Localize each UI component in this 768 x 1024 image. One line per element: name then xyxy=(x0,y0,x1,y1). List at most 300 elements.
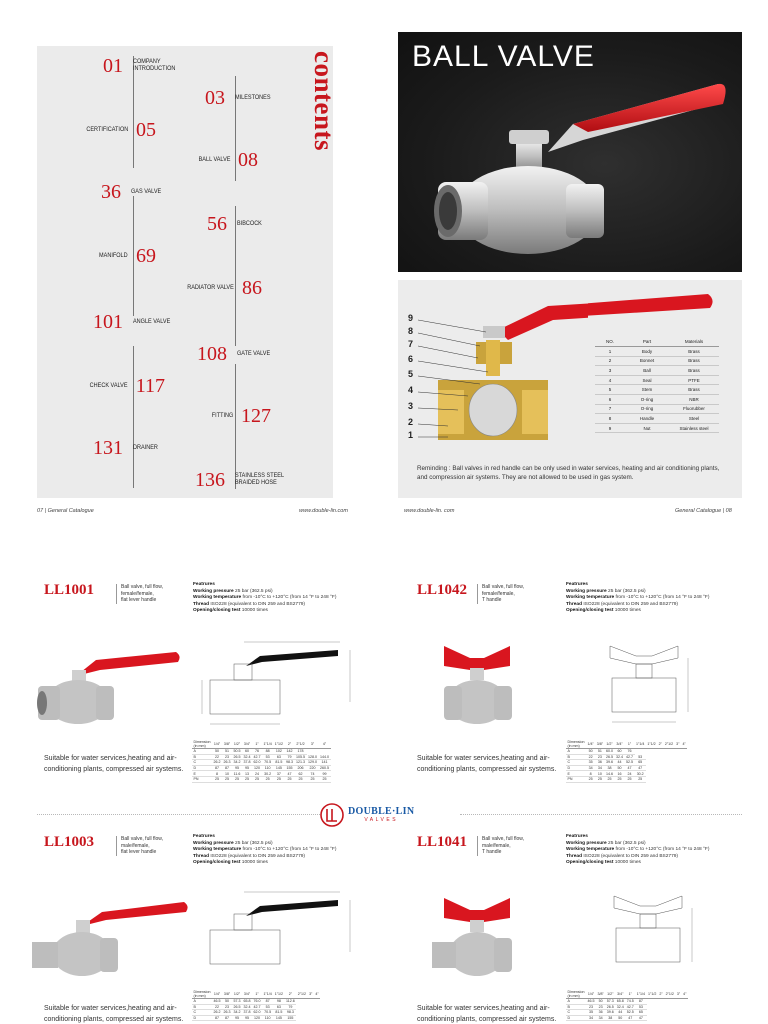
table-cell: 47 xyxy=(635,765,646,771)
col-header: 3/8" xyxy=(596,990,605,999)
table-cell: 32.4 xyxy=(243,754,251,759)
toc-label: CERTIFICATION xyxy=(86,125,128,133)
table-cell: 34 xyxy=(586,1015,596,1021)
table-cell: 50 xyxy=(586,749,595,755)
table-cell: A xyxy=(192,749,212,755)
footer-right-url[interactable]: www.double-lin. com xyxy=(404,508,455,514)
col-header: 1"1/2 xyxy=(647,990,658,999)
table-cell: 53 xyxy=(635,754,646,760)
table-cell: 178 xyxy=(295,749,307,755)
table-cell: 34.2 xyxy=(233,1010,241,1015)
table-cell: D xyxy=(566,765,586,771)
table-cell: 52.5 xyxy=(626,1010,634,1015)
table-cell: 220 xyxy=(307,765,319,771)
toc-entry-hose[interactable] xyxy=(195,470,293,490)
product-image-ll1001 xyxy=(36,640,186,730)
model-title: LL1042 xyxy=(417,582,468,598)
footer-right-page: General Catalogue | 08 xyxy=(675,508,732,514)
table-cell: 145 xyxy=(273,765,284,771)
table-cell: B xyxy=(566,754,586,760)
table-cell: B xyxy=(192,754,212,760)
table-cell: 87 xyxy=(212,1015,222,1021)
model-description: Ball valve, full flow, male/female, flat lever handle xyxy=(116,836,180,856)
col-header: 4" xyxy=(682,990,688,999)
toc-entry-certification[interactable] xyxy=(79,120,156,140)
col-header: 1/2" xyxy=(232,990,242,999)
col-header: NO. xyxy=(595,337,625,347)
toc-label: ANGLE VALVE xyxy=(133,317,171,325)
col-header: 3/4" xyxy=(615,740,625,749)
table-cell: 30.2 xyxy=(635,771,646,777)
table-cell: 34 xyxy=(586,765,595,771)
table-cell: 81.5 xyxy=(273,1010,284,1016)
suitable-text: Suitable for water services,heating and air-conditioning plants, compressed air systems. xyxy=(417,1005,557,1023)
table-row: 7 O-ring Fluorubber xyxy=(595,404,719,414)
table-cell: 87 xyxy=(262,999,273,1005)
table-cell: 155 xyxy=(286,766,293,771)
table-cell: E xyxy=(566,771,586,777)
table-cell: 63 xyxy=(273,1004,284,1010)
table-cell: 22 xyxy=(212,1004,222,1010)
table-row xyxy=(566,776,687,782)
table-cell: 50.5 xyxy=(233,749,241,754)
table-cell: 24 xyxy=(252,771,262,777)
features-block: Featrures Working pressure 25 bar (362.5 psi) Working temperature from -10°C to +120°C (from 14 °F to 248 °F) Thread ISO228 (equivalent to DIN 259 and BS2779) Opening/closing test 10000 times xyxy=(193,582,337,614)
contents-panel xyxy=(37,46,339,498)
table-cell: 24 xyxy=(625,771,635,777)
reminder-text: Reminding : Ball valves in red handle can be only used in water services, heating and air conditioning plants, and compression air systems. They are not allowed to be used in gas system. xyxy=(417,465,720,482)
col-header: 1/2" xyxy=(232,740,242,749)
table-cell: 52.5 xyxy=(626,760,634,765)
table-cell: 79 xyxy=(285,754,295,760)
callout-number: 8 xyxy=(408,326,414,336)
toc-label: GAS VALVE xyxy=(131,187,162,195)
table-cell: 53 xyxy=(635,1004,646,1010)
callout-number: 7 xyxy=(408,339,414,349)
table-cell: 260.5 xyxy=(320,766,330,771)
features-block: Featrures Working pressure 25 bar (362.5 psi) Working temperature from -10°C to +120°C (from 14 °F to 248 °F) Thread ISO228 (equivalent to DIN 259 and BS2779) Opening/closing test 10000 times xyxy=(566,582,710,614)
model-description: Ball valve, full flow, female/female, T handle xyxy=(477,584,541,604)
table-cell: 63 xyxy=(273,754,284,760)
table-cell: 25 xyxy=(273,776,284,782)
col-header: Materials xyxy=(669,337,719,347)
dimension-table xyxy=(566,990,688,1021)
toc-label: COMPANY INTRODUCTION xyxy=(133,58,176,72)
toc-label: STAINLESS STEEL BRAIDED HOSE xyxy=(235,472,285,486)
toc-entry-radiator-valve[interactable] xyxy=(179,278,262,298)
table-cell: 36 xyxy=(595,760,604,766)
table-cell: E xyxy=(192,771,212,777)
table-cell: 42.7 xyxy=(626,1004,634,1009)
col-header: 3/8" xyxy=(222,990,232,999)
col-header: 2" xyxy=(658,990,664,999)
table-row xyxy=(192,1015,320,1021)
table-cell: 47 xyxy=(625,765,635,771)
table-cell: 87 xyxy=(212,765,222,771)
technical-drawing xyxy=(596,638,706,738)
table-cell: 25 xyxy=(262,776,273,782)
callout-number: 5 xyxy=(408,369,414,379)
table-header-row xyxy=(566,990,688,999)
model-description: Ball valve, full flow, female/female, flat lever handle xyxy=(116,584,180,604)
table-cell: 26.3 xyxy=(223,760,231,765)
toc-page: 117 xyxy=(135,375,165,397)
table-cell: 88 xyxy=(262,749,273,755)
logo-sub: VALVES xyxy=(364,817,399,823)
table-cell: 144.0 xyxy=(320,754,330,759)
features-block: Featrures Working pressure 25 bar (362.5 psi) Working temperature from -10°C to +120°C (from 14 °F to 248 °F) Thread ISO228 (equivalent to DIN 259 and BS2779) Opening/closing test 10000 times xyxy=(193,834,337,866)
product-image-ll1042 xyxy=(440,640,540,730)
toc-label: CHECK VALVE xyxy=(89,381,128,389)
table-cell: 74.5 xyxy=(626,999,634,1004)
table-cell: 57.3 xyxy=(233,999,241,1004)
toc-entry-gate-valve[interactable] xyxy=(197,344,276,364)
brand-logo xyxy=(320,801,460,829)
table-cell: B xyxy=(192,1004,212,1010)
ball-valve-photo xyxy=(398,32,742,272)
table-cell: 42.7 xyxy=(626,754,634,759)
col-header: 3/8" xyxy=(595,740,604,749)
table-cell: 70.5 xyxy=(262,760,273,766)
table-cell: 25 xyxy=(605,776,615,782)
table-cell: 47 xyxy=(635,1015,646,1021)
toc-entry-milestones[interactable] xyxy=(205,88,277,108)
table-row: 6 O-ring NBR xyxy=(595,395,719,405)
table-row: 4 Seal PTFE xyxy=(595,375,719,385)
toc-entry-company[interactable] xyxy=(103,56,183,76)
callout-number: 1 xyxy=(408,430,414,440)
table-cell: 25 xyxy=(232,776,242,782)
table-cell: 26.2 xyxy=(213,1010,221,1015)
table-cell: 23 xyxy=(586,1004,596,1010)
callout-number: 4 xyxy=(408,385,414,395)
table-cell: 53 xyxy=(262,1004,273,1010)
model-title: LL1041 xyxy=(417,834,468,850)
table-cell: 42.7 xyxy=(253,1004,261,1009)
col-header: 4" xyxy=(314,990,320,999)
toc-entry-angle-valve[interactable] xyxy=(93,312,177,332)
table-cell: C xyxy=(566,1010,586,1016)
col-header: 3/8" xyxy=(222,740,232,749)
table-cell: 74 xyxy=(307,771,319,777)
table-cell: 34 xyxy=(596,1015,605,1021)
col-header: 3" xyxy=(675,990,681,999)
table-cell: 35 xyxy=(586,1010,596,1016)
table-cell: 51 xyxy=(222,749,232,755)
table-row: 8 Handle Steel xyxy=(595,414,719,424)
table-cell: 62 xyxy=(295,771,307,777)
col-header: 3" xyxy=(307,740,319,749)
table-cell: 25 xyxy=(252,776,262,782)
table-cell: 38 xyxy=(605,1015,615,1021)
table-cell: 87 xyxy=(222,1015,232,1021)
technical-drawing xyxy=(200,886,360,986)
toc-entry-manifold[interactable] xyxy=(94,246,156,266)
table-cell: 120 xyxy=(253,766,260,771)
col-header: Dimension (in mm) xyxy=(193,990,211,998)
table-cell: 50 xyxy=(615,1015,625,1021)
table-cell: 34 xyxy=(595,765,604,771)
table-cell: 25 xyxy=(595,776,604,782)
toc-label: MANIFOLD xyxy=(99,251,128,259)
cross-section-panel xyxy=(398,280,742,498)
table-cell: 60 xyxy=(242,749,252,755)
photo-title: BALL VALVE xyxy=(412,40,595,73)
table-cell: 62.0 xyxy=(253,1010,261,1015)
table-cell: 25 xyxy=(625,776,635,782)
col-header: 1/4" xyxy=(586,740,595,749)
table-cell: 46.5 xyxy=(587,999,595,1004)
table-cell: 10 xyxy=(595,771,604,777)
toc-label: DRAINER xyxy=(133,443,158,451)
col-header: 1"1/4 xyxy=(635,990,646,999)
col-header: 1"1/4 xyxy=(262,990,273,999)
divider-line xyxy=(37,814,320,815)
table-cell: 8 xyxy=(212,771,222,777)
table-cell: 65.8 xyxy=(616,999,624,1004)
table-cell: 47 xyxy=(285,771,295,777)
table-cell: 26.5 xyxy=(233,754,241,759)
col-header: 1"1/4 xyxy=(262,740,273,749)
toc-page: 131 xyxy=(93,437,123,459)
table-cell: 95 xyxy=(242,765,252,771)
table-cell: 98 xyxy=(273,999,284,1005)
table-cell: 50 xyxy=(222,999,232,1005)
suitable-text: Suitable for water services,heating and air-conditioning plants, compressed air systems. xyxy=(417,755,557,773)
table-cell: 70.5 xyxy=(262,1010,273,1016)
col-header: Dimension (in mm) xyxy=(567,990,585,998)
toc-page: 136 xyxy=(195,469,225,491)
toc-page: 69 xyxy=(136,245,156,267)
table-cell: 65.8 xyxy=(243,999,251,1004)
table-cell: 99 xyxy=(319,771,331,777)
table-cell: 25 xyxy=(212,776,222,782)
callout-number: 6 xyxy=(408,354,414,364)
table-cell: PN xyxy=(566,776,586,782)
table-cell: 8 xyxy=(586,771,595,777)
col-header: 1/2" xyxy=(605,990,615,999)
model-title: LL1003 xyxy=(44,834,95,850)
table-cell: 50 xyxy=(615,765,625,771)
callout-number: 2 xyxy=(408,417,414,427)
table-cell: 60 xyxy=(615,749,625,755)
table-cell: 95 xyxy=(232,765,242,771)
product-image-ll1003 xyxy=(30,892,190,982)
table-row: 2 Bonnet Brass xyxy=(595,356,719,366)
col-header: 1"1/2 xyxy=(273,740,284,749)
table-cell: 32.4 xyxy=(616,754,624,759)
table-cell: 110 xyxy=(262,765,273,771)
table-cell: 26.5 xyxy=(606,1004,614,1009)
table-cell: 39.6 xyxy=(606,760,614,765)
dimension-table xyxy=(192,740,331,783)
suitable-text: Suitable for water services,heating and air-conditioning plants, compressed air systems. xyxy=(44,1005,184,1023)
col-header: 1/4" xyxy=(586,990,596,999)
table-cell: 46.5 xyxy=(213,999,221,1004)
product-image-ll1041 xyxy=(430,892,540,982)
toc-label: BALL VALVE xyxy=(198,155,230,163)
table-cell: 32.4 xyxy=(243,1004,251,1009)
divider-line xyxy=(133,346,134,488)
table-cell: 87 xyxy=(222,765,232,771)
table-cell: 13 xyxy=(242,771,252,777)
table-cell: C xyxy=(192,760,212,766)
table-header-row xyxy=(192,740,331,749)
col-header: 1/2" xyxy=(605,740,615,749)
toc-entry-check-valve[interactable] xyxy=(83,376,165,396)
table-cell: 50 xyxy=(596,999,605,1005)
table-cell: 53 xyxy=(262,754,273,760)
col-header: Part xyxy=(625,337,669,347)
table-cell: 129.0 xyxy=(308,760,318,765)
col-header: 1" xyxy=(252,740,262,749)
table-cell: A xyxy=(566,749,586,755)
table-cell: 76 xyxy=(252,749,262,755)
table-cell: 95 xyxy=(232,1015,242,1021)
table-cell: 37 xyxy=(273,771,284,777)
table-cell: 110 xyxy=(262,1015,273,1021)
col-header: 1"1/2 xyxy=(273,990,284,999)
table-cell: 105.5 xyxy=(296,754,306,759)
table-cell: 112.6 xyxy=(286,999,295,1004)
table-cell: 60.0 xyxy=(606,749,614,754)
features-block: Featrures Working pressure 25 bar (362.5 psi) Working temperature from -10°C to +120°C (from 14 °F to 248 °F) Thread ISO228 (equivalent to DIN 259 and BS2779) Opening/closing test 10000 times xyxy=(566,834,710,866)
table-row xyxy=(192,776,331,782)
footer-left-page: 07 | General Catalogue xyxy=(37,508,94,514)
table-cell: 26.3 xyxy=(223,1010,231,1015)
col-header: 3" xyxy=(675,740,681,749)
table-row: 3 Ball Brass xyxy=(595,366,719,376)
callout-number: 3 xyxy=(408,401,414,411)
table-cell: 25 xyxy=(319,776,331,782)
col-header: 2"1/2 xyxy=(663,740,674,749)
table-cell: 65 xyxy=(635,1010,646,1016)
table-cell: C xyxy=(566,760,586,766)
toc-entry-gas-valve[interactable] xyxy=(101,182,167,202)
col-header: 3/4" xyxy=(242,740,252,749)
col-header: 2" xyxy=(657,740,663,749)
toc-page: 127 xyxy=(241,405,271,427)
col-header: 1/4" xyxy=(212,740,222,749)
table-cell: 51 xyxy=(595,749,604,755)
col-header: 1" xyxy=(625,740,635,749)
table-cell: C xyxy=(192,1010,212,1016)
toc-page: 05 xyxy=(136,119,156,141)
callout-number: 9 xyxy=(408,313,414,323)
table-cell: 25 xyxy=(242,776,252,782)
table-cell: 26.5 xyxy=(233,1004,241,1009)
table-cell: 23 xyxy=(222,754,232,760)
table-cell: A xyxy=(192,999,212,1005)
table-cell: 38 xyxy=(605,765,615,771)
col-header: 1"1/4 xyxy=(635,740,646,749)
toc-entry-ball-valve[interactable] xyxy=(193,150,258,170)
table-row xyxy=(566,1015,688,1021)
toc-label: RADIATOR VALVE xyxy=(187,283,234,291)
table-cell: 142 xyxy=(286,749,293,754)
table-cell: 76 xyxy=(625,749,635,755)
toc-page: 101 xyxy=(93,311,123,333)
table-cell: 102 xyxy=(273,749,284,755)
ball-valve-image xyxy=(398,32,742,272)
toc-label: MILESTONES xyxy=(235,93,271,101)
table-cell: D xyxy=(192,765,212,771)
table-cell: 37.8 xyxy=(243,760,251,765)
toc-entry-drainer[interactable] xyxy=(93,438,162,458)
dimension-table xyxy=(192,990,320,1021)
col-header: 1" xyxy=(252,990,262,999)
model-description: Ball valve, full flow, male/female, T handle xyxy=(477,836,541,856)
table-cell: 35 xyxy=(586,760,595,766)
table-cell: 25 xyxy=(222,776,232,782)
table-cell: 37.8 xyxy=(243,1010,251,1015)
toc-page: 108 xyxy=(197,343,227,365)
footer-left-url[interactable]: www.double-lin.com xyxy=(299,508,348,514)
table-cell: 98.3 xyxy=(286,760,294,765)
table-header-row xyxy=(192,990,320,999)
col-header: 2"1/2 xyxy=(295,740,307,749)
toc-page: 86 xyxy=(242,277,262,299)
table-cell: 95 xyxy=(242,1015,252,1021)
col-header: 2" xyxy=(285,740,295,749)
table-cell: 25 xyxy=(635,776,646,782)
table-row: 1 Body Brass xyxy=(595,347,719,357)
table-cell: 121.3 xyxy=(296,760,306,765)
table-cell: 62.0 xyxy=(253,760,261,765)
toc-label: BIBCOCK xyxy=(237,219,262,227)
dimension-table xyxy=(566,740,687,783)
logo-emblem-icon xyxy=(320,803,344,827)
table-cell: 25 xyxy=(586,776,595,782)
col-header: 2"1/2 xyxy=(296,990,307,999)
table-cell: A xyxy=(566,999,586,1005)
col-header: 3" xyxy=(308,990,314,999)
table-cell: 23 xyxy=(595,754,604,760)
table-cell: 47 xyxy=(625,1015,635,1021)
divider-line xyxy=(460,814,742,815)
table-header-row xyxy=(566,740,687,749)
toc-entry-bibcock[interactable] xyxy=(207,214,266,234)
cross-section-handle xyxy=(588,280,728,320)
col-header: 4" xyxy=(681,740,687,749)
toc-label: GATE VALVE xyxy=(237,349,271,357)
table-cell: 14.6 xyxy=(606,771,614,776)
table-cell: 76.0 xyxy=(253,999,261,1004)
col-header: 2" xyxy=(285,990,297,999)
toc-entry-fitting[interactable] xyxy=(208,406,271,426)
parts-table xyxy=(595,337,719,433)
table-cell: PN xyxy=(192,776,212,782)
table-cell: 34.2 xyxy=(233,760,241,765)
table-cell: 30.2 xyxy=(262,771,273,777)
col-header: 4" xyxy=(319,740,331,749)
table-cell: 39.6 xyxy=(606,1010,614,1015)
col-header: 1/4" xyxy=(212,990,222,999)
contents-title: contents xyxy=(309,51,339,151)
table-cell: 32.4 xyxy=(616,1004,624,1009)
table-cell: 87 xyxy=(635,999,646,1005)
table-cell: 22 xyxy=(212,754,222,760)
table-cell: 44 xyxy=(615,1010,625,1016)
col-header: 3/4" xyxy=(615,990,625,999)
table-cell: 23 xyxy=(596,1004,605,1010)
table-cell: 141 xyxy=(319,760,331,766)
table-cell: 23 xyxy=(222,1004,232,1010)
table-row: 9 Nut Stainless steel xyxy=(595,423,719,433)
table-cell: 22 xyxy=(586,754,595,760)
table-cell: 26.5 xyxy=(606,754,614,759)
table-cell: D xyxy=(192,1015,212,1021)
